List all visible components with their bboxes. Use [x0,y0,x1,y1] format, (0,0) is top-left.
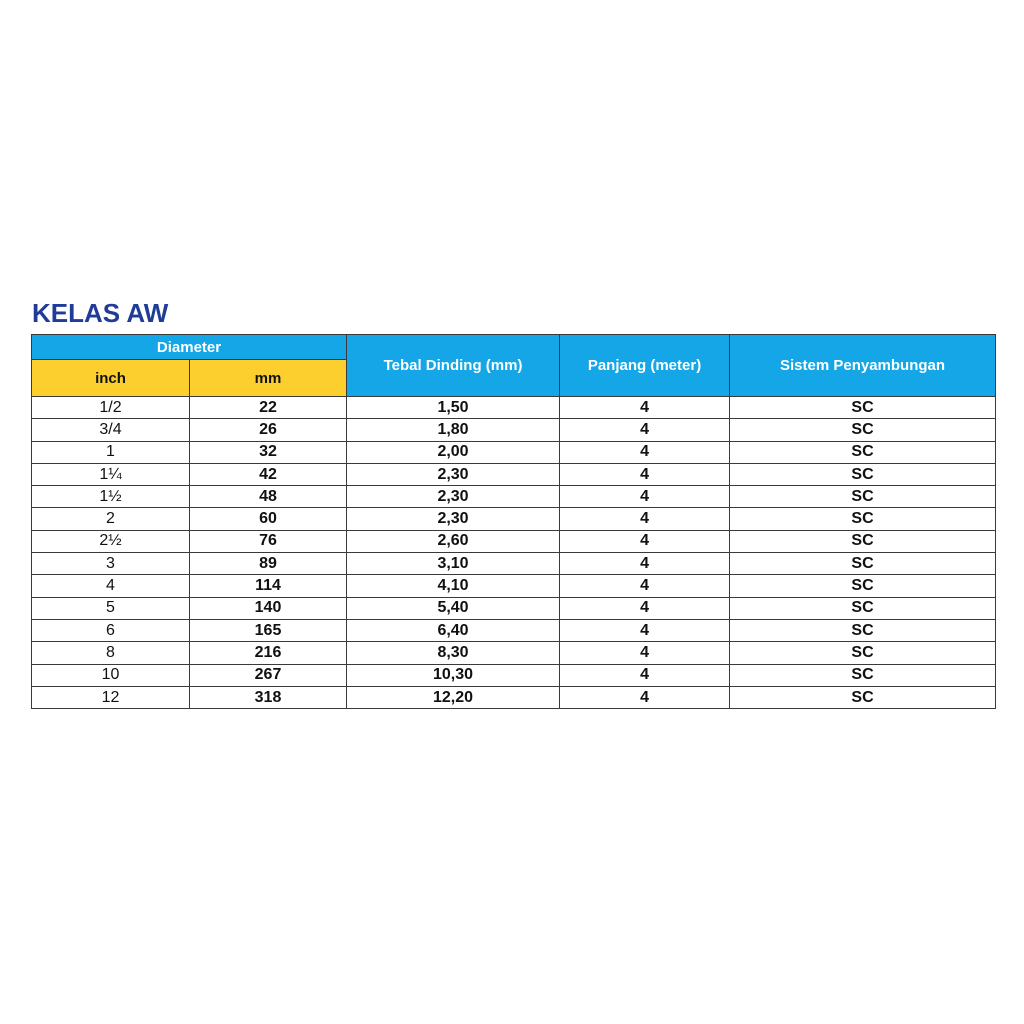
cell-sistem: SC [730,553,996,575]
cell-panjang: 4 [560,530,730,552]
cell-tebal: 1,80 [347,419,560,441]
cell-mm: 216 [190,642,347,664]
cell-mm: 42 [190,463,347,485]
cell-panjang: 4 [560,486,730,508]
cell-mm: 114 [190,575,347,597]
table-row [32,619,996,641]
cell-sistem: SC [730,619,996,641]
cell-panjang: 4 [560,463,730,485]
cell-tebal: 8,30 [347,642,560,664]
table-row [32,486,996,508]
table-row [32,530,996,552]
cell-panjang: 4 [560,619,730,641]
cell-inch: 1/2 [32,397,190,419]
cell-mm: 48 [190,486,347,508]
table-header [32,335,996,397]
table-row [32,686,996,708]
cell-sistem: SC [730,642,996,664]
table-row [32,597,996,619]
spec-table [31,334,996,709]
table-row [32,575,996,597]
page-title: KELAS AW [32,298,169,328]
cell-inch: 1½ [32,486,190,508]
cell-sistem: SC [730,463,996,485]
cell-mm: 76 [190,530,347,552]
cell-sistem: SC [730,397,996,419]
cell-tebal: 10,30 [347,664,560,686]
cell-inch: 8 [32,642,190,664]
table-row [32,553,996,575]
cell-panjang: 4 [560,686,730,708]
cell-tebal: 2,60 [347,530,560,552]
table-row [32,397,996,419]
cell-inch: 5 [32,597,190,619]
cell-tebal: 2,00 [347,441,560,463]
cell-inch: 3/4 [32,419,190,441]
header-inch: inch [32,360,190,397]
header-tebal-dinding: Tebal Dinding (mm) [347,335,560,397]
table-row [32,463,996,485]
cell-tebal: 2,30 [347,508,560,530]
table-row [32,664,996,686]
table-row [32,441,996,463]
cell-mm: 32 [190,441,347,463]
cell-mm: 26 [190,419,347,441]
cell-tebal: 6,40 [347,619,560,641]
cell-tebal: 5,40 [347,597,560,619]
cell-inch: 1 [32,441,190,463]
cell-tebal: 1,50 [347,397,560,419]
cell-inch: 6 [32,619,190,641]
header-panjang: Panjang (meter) [560,335,730,397]
table-row [32,419,996,441]
cell-panjang: 4 [560,575,730,597]
cell-inch: 12 [32,686,190,708]
cell-sistem: SC [730,419,996,441]
cell-mm: 140 [190,597,347,619]
cell-mm: 165 [190,619,347,641]
cell-tebal: 2,30 [347,463,560,485]
cell-inch: 2½ [32,530,190,552]
cell-mm: 267 [190,664,347,686]
cell-inch: 10 [32,664,190,686]
cell-sistem: SC [730,486,996,508]
cell-inch: 4 [32,575,190,597]
cell-inch: 3 [32,553,190,575]
cell-mm: 60 [190,508,347,530]
table-row [32,642,996,664]
cell-sistem: SC [730,686,996,708]
cell-tebal: 3,10 [347,553,560,575]
cell-sistem: SC [730,508,996,530]
cell-mm: 22 [190,397,347,419]
cell-panjang: 4 [560,419,730,441]
cell-panjang: 4 [560,664,730,686]
header-mm: mm [190,360,347,397]
table-row [32,508,996,530]
header-sistem-penyambungan: Sistem Penyambungan [730,335,996,397]
header-diameter: Diameter [32,335,347,360]
table-body [32,397,996,709]
cell-sistem: SC [730,530,996,552]
cell-tebal: 4,10 [347,575,560,597]
cell-sistem: SC [730,597,996,619]
cell-sistem: SC [730,441,996,463]
cell-panjang: 4 [560,642,730,664]
cell-sistem: SC [730,575,996,597]
cell-panjang: 4 [560,597,730,619]
cell-tebal: 2,30 [347,486,560,508]
cell-panjang: 4 [560,441,730,463]
cell-inch: 2 [32,508,190,530]
cell-panjang: 4 [560,397,730,419]
cell-mm: 89 [190,553,347,575]
cell-panjang: 4 [560,508,730,530]
cell-mm: 318 [190,686,347,708]
cell-tebal: 12,20 [347,686,560,708]
cell-panjang: 4 [560,553,730,575]
cell-sistem: SC [730,664,996,686]
cell-inch: 1¼ [32,463,190,485]
